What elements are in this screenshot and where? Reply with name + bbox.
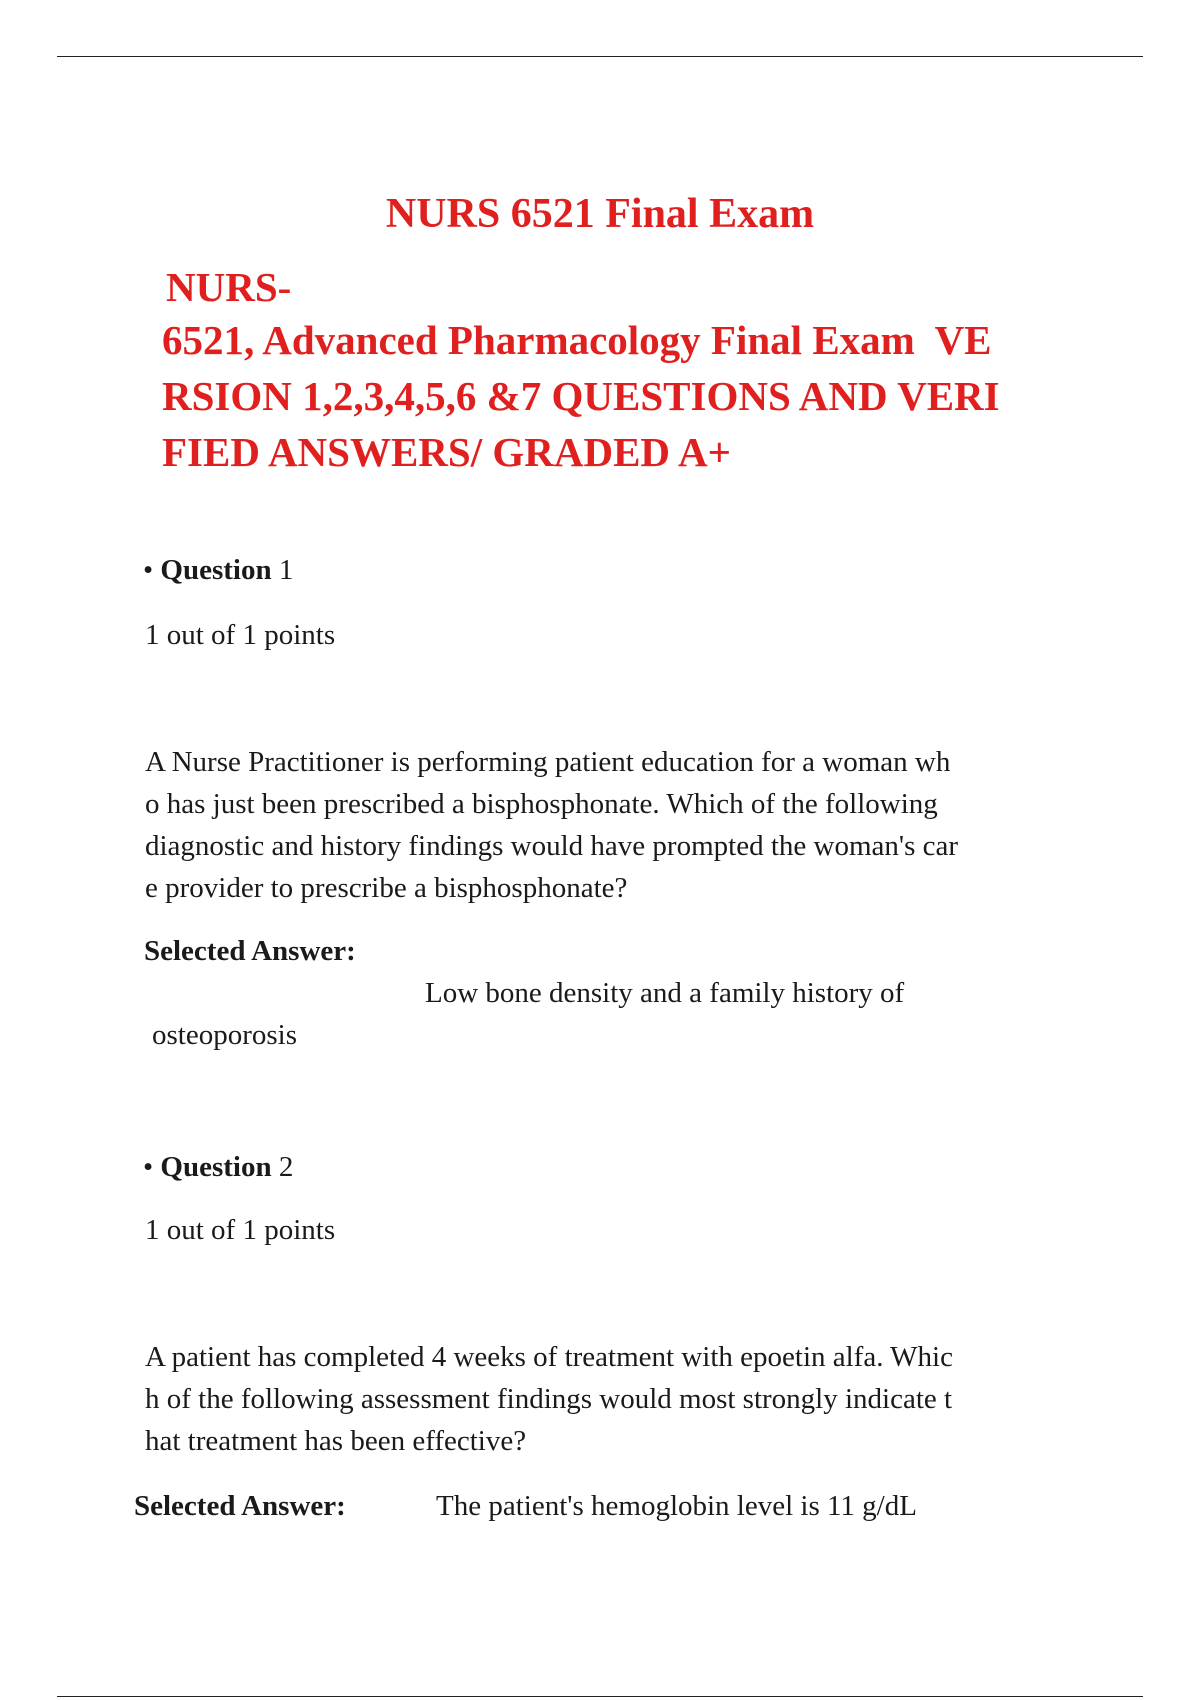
question-1-points: 1 out of 1 points bbox=[145, 619, 336, 651]
question-2-heading bbox=[143, 1146, 293, 1188]
question-1-text-line-4: e provider to prescribe a bisphosphonate? bbox=[145, 872, 628, 904]
question-2-text-line-1: A patient has completed 4 weeks of treatment with epoetin alfa. Whic bbox=[145, 1341, 953, 1373]
question-1-text-line-3: diagnostic and history findings would have prompted the woman's car bbox=[145, 830, 959, 862]
question-number: 2 bbox=[278, 1151, 294, 1183]
document-title: NURS 6521 Final Exam bbox=[385, 191, 815, 237]
question-label: Question bbox=[160, 1151, 272, 1183]
question-2-selected-answer-label: Selected Answer: bbox=[134, 1490, 346, 1522]
question-1-answer-line-2: osteoporosis bbox=[152, 1019, 297, 1051]
question-2-text-line-3: hat treatment has been effective? bbox=[145, 1425, 527, 1457]
question-1-answer-line-1: Low bone density and a family history of bbox=[425, 977, 905, 1009]
question-2-text-line-2: h of the following assessment findings would most strongly indicate t bbox=[145, 1383, 953, 1415]
question-1-text-line-1: A Nurse Practitioner is performing patient education for a woman wh bbox=[145, 746, 951, 778]
subtitle-line-3: RSION 1,2,3,4,5,6 &7 QUESTIONS AND VERI bbox=[162, 373, 1000, 419]
subtitle-line-1: NURS- bbox=[166, 264, 292, 310]
question-1-heading bbox=[143, 549, 293, 591]
question-number: 1 bbox=[278, 554, 294, 586]
subtitle-line-2: 6521, Advanced Pharmacology Final Exam VE bbox=[162, 317, 992, 363]
question-1-text-line-2: o has just been prescribed a bisphosphonate. Which of the following bbox=[145, 788, 938, 820]
subtitle-line-4: FIED ANSWERS/ GRADED A+ bbox=[162, 429, 731, 475]
footer-rule bbox=[57, 1696, 1143, 1697]
bullet: • bbox=[143, 1151, 154, 1183]
header-rule bbox=[57, 56, 1143, 57]
question-1-selected-answer-label: Selected Answer: bbox=[144, 935, 356, 967]
question-2-points: 1 out of 1 points bbox=[145, 1214, 336, 1246]
question-2-answer-line-1: The patient's hemoglobin level is 11 g/dL bbox=[436, 1490, 917, 1522]
bullet: • bbox=[143, 554, 154, 586]
question-label: Question bbox=[160, 554, 272, 586]
